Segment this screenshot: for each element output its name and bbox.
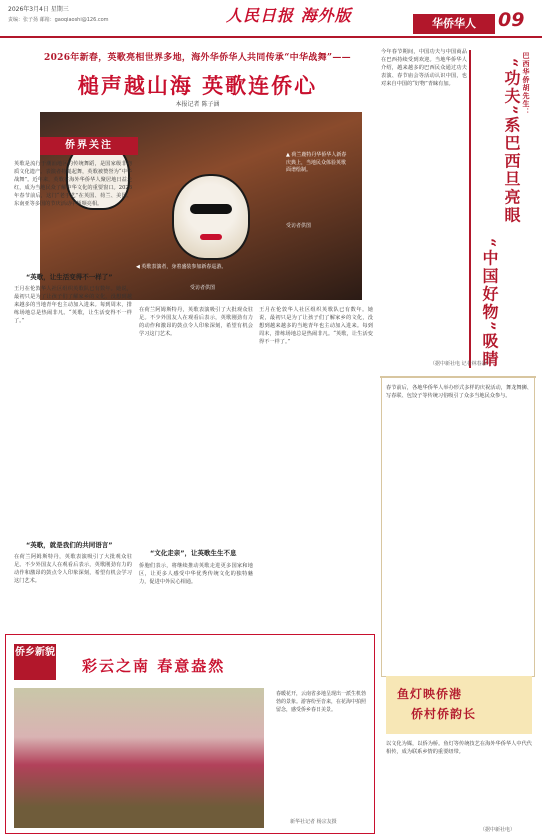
lead-subhead-3: “文化走亲”，让英歌生生不息 xyxy=(150,549,237,557)
side-supra-headline: 巴西华侨胡先生： xyxy=(522,52,531,116)
page-number: 09 xyxy=(498,9,525,31)
feature-credit: 新华社记者 杨宗友摄 xyxy=(290,819,337,825)
photo-caption-1: ▲ 荷兰鹿特丹华侨华人新春庆典上，当地民众体验英歌面谱绘制。 xyxy=(286,152,347,173)
newspaper-logo: 人民日报 海外版 xyxy=(226,6,352,25)
section-ribbon: 侨界关注 xyxy=(40,137,138,155)
lead-subhead-2: “英歌，就是我们的共同语言” xyxy=(26,541,113,549)
lead-body-col2: 王月在伦敦华人社区组织英歌队已有数年。她说，最初只是为了让孩子们了解家乡的文化，没想到越来越多的当地青年也主动加入进来。每到周末，排练场地总是热闹非凡。“英歌，让生活变得不一样了。” xyxy=(14,286,132,325)
photo-caption-2: ◀ 英歌表演者，身着盛装参加新春巡游。 xyxy=(136,264,227,270)
lead-body-col1: 英歌是流行于潮汕地区的传统舞蹈，是国家级非物质文化遗产。表演者持槌起舞，英歌被赞誉为“中华战舞”。近年来，英歌在海外华侨华人聚居地日益走红，成为当地民众了解中华文化的重要窗口。2026年春节前后，这门“老手艺”在英国、荷兰、美国、东南亚等多国的节庆活动中频频亮相。 xyxy=(14,161,132,208)
mask-eyes xyxy=(190,204,232,214)
tan-body: 春节前后，各地华侨华人举办形式多样的庆祝活动，舞龙舞狮、写春联、包饺子等传统习俗吸引了众多当地民众参与。 xyxy=(386,385,532,400)
feature-headline: 彩云之南 春意盎然 xyxy=(82,657,226,675)
lantern-headline-2: 侨村侨韵长 xyxy=(411,707,477,721)
side-headline-1: “功夫”系巴西旦亮眼 xyxy=(502,58,521,225)
photo-credit-1: 受访者供图 xyxy=(286,223,312,229)
tan-body-2: 以文化为媒，以侨为桥。鱼灯等传统技艺在海外华侨华人中代代相传，成为联系乡情的重要纽带。 xyxy=(386,741,532,756)
lead-headline: 槌声越山海 英歌连侨心 xyxy=(77,73,318,98)
issue-date: 2026年3月4日 星期三 xyxy=(8,6,69,13)
tan-credit: （据中新社电） xyxy=(480,827,516,833)
lantern-headline-1: 鱼灯映侨港 xyxy=(397,687,463,701)
side-headline-2: “中国好物”吸睛 xyxy=(480,238,499,369)
side-credit: （据中新社电 记者林春霖） xyxy=(430,361,492,367)
lead-subhead-1: “英歌，让生活变得不一样了” xyxy=(26,273,113,281)
opera-mask-large xyxy=(172,174,250,260)
lead-byline: 本报记者 陈子涵 xyxy=(175,101,220,108)
side-divider xyxy=(469,50,471,368)
photo-credit-2: 受访者供图 xyxy=(190,285,216,291)
mask-mouth xyxy=(200,234,222,240)
lead-body-col4: 在荷兰阿姆斯特丹，英歌表演吸引了大批观众驻足。不少外国友人在观看后表示，英歌刚劲有力的动作和激昂的鼓点令人印象深刻，希望有机会学习这门艺术。 xyxy=(139,307,253,338)
feature-caption: 春暖花开，云南省多地呈现出一派生机勃勃的景象。游客纷至沓来，在花海中拍照留念，感受侨乡春日美景。 xyxy=(276,691,367,713)
editor-meta: 责编：张子扬 邮箱：gaoqiaoshi@126.com xyxy=(8,17,109,23)
section-tag: 华侨华人 xyxy=(413,14,495,34)
lead-body-col6: 王月在伦敦华人社区组织英歌队已有数年。她说，最初只是为了让孩子们了解家乡的文化，没想到越来越多的当地青年也主动加入进来。每到周末，排练场地总是热闹非凡。“英歌，让生活变得不一样了。” xyxy=(259,307,373,346)
side-body: 今年春节期间，中国功夫与中国商品在巴西持续受到欢迎。当地华侨华人介绍，越来越多的巴西民众通过功夫表演、春节庙会等活动认识中国，也对来自中国的“好物”青睐有加。 xyxy=(381,49,467,88)
lead-supra-headline: 2026年新春，英歌亮相世界多地，海外华侨华人共同传承“中华战舞”—— xyxy=(44,53,351,63)
feature-photo xyxy=(14,688,264,828)
lead-body-col3: 在荷兰阿姆斯特丹，英歌表演吸引了大批观众驻足。不少外国友人在观看后表示，英歌刚劲有力的动作和激昂的鼓点令人印象深刻，希望有机会学习这门艺术。 xyxy=(14,554,132,585)
lead-body-col5: 侨胞们表示，将继续推动英歌走进更多国家和地区，让更多人感受中华优秀传统文化的独特魅力，促进中外民心相通。 xyxy=(139,563,253,586)
feature-tag: 侨乡新貌 xyxy=(14,644,56,680)
